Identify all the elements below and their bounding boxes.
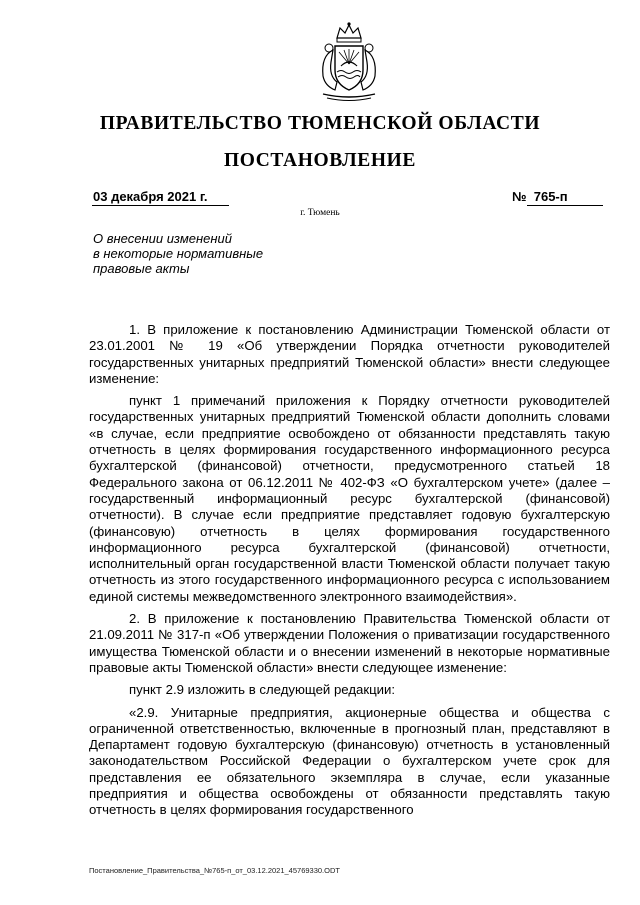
document-date: 03 декабря 2021 г. — [93, 189, 208, 204]
body-paragraph: 1. В приложение к постановлению Администрации Тюменской области от 23.01.2001 № 19 «Об утверждении Порядка отчетности руководителей государственных унитарных предприятий Тюменской области» внести следующее изменение: — [89, 322, 610, 386]
body-paragraph: 2. В приложение к постановлению Правительства Тюменской области от 21.09.2011 № 317-п «Об утверждении Положения о приватизации государственного имущества Тюменской области и о внесении изменений в некоторые нормативные правовые акты Тюменской области» внести следующее изменение: — [89, 611, 610, 675]
file-footer: Постановление_Правительства_№765-п_от_03.12.2021_45769330.ODT — [89, 866, 340, 875]
body-paragraph: пункт 2.9 изложить в следующей редакции: — [129, 682, 396, 698]
document-subject — [93, 231, 313, 276]
body-paragraph: пункт 1 примечаний приложения к Порядку отчетности руководителей государственных унитарных предприятий Тюменской области дополнить словами «в случае, если предприятие освобождено от обязанности представлять такую отчетность в целях формирования государственного информационного ресурса бухгалтерской (финансовой) отчетности, предусмотренного статьей 18 Федерального закона от 06.12.2011 № 402-ФЗ «О бухгалтерском учете» (далее – государственный информационный ресурс бухгалтерской (финансовой) отчетности). В случае если предприятие представляет годовую бухгалтерскую (финансовую) отчетность в целях формирования государственного информационного ресурса бухгалтерской (финансовой) отчетности, исполнительный орган государственной власти Тюменской области получает такую отчетность из этого государственного информационного ресурса с использованием единой системы межведомственного электронного взаимодействия». — [89, 393, 610, 604]
number-prefix: № — [512, 189, 527, 204]
document-body — [89, 322, 610, 825]
date-underline — [92, 205, 229, 206]
city-label: г. Тюмень — [300, 208, 340, 218]
body-paragraph: «2.9. Унитарные предприятия, акционерные общества и общества с ограниченной ответственностью, включенные в прогнозный план, представляют в Департамент годовую бухгалтерскую (финансовую) отчетность в установленный законодательством Российской Федерации о бухгалтерском учете срок для представления ее обязательного экземпляра в случае, если указанные предприятия и общества освобождены от обязанности представлять такую отчетность в целях формирования государственного — [89, 704, 610, 818]
number-value: 765-п — [533, 189, 568, 204]
subject-line: в некоторые нормативные — [93, 246, 264, 261]
document-type: ПОСТАНОВЛЕНИЕ — [223, 150, 417, 171]
number-underline — [527, 205, 603, 206]
government-title: ПРАВИТЕЛЬСТВО ТЮМЕНСКОЙ ОБЛАСТИ — [99, 113, 541, 134]
subject-line: правовые акты — [93, 261, 190, 276]
subject-line: О внесении изменений — [93, 231, 232, 246]
coat-of-arms-icon — [313, 20, 385, 102]
document-number — [512, 189, 568, 204]
